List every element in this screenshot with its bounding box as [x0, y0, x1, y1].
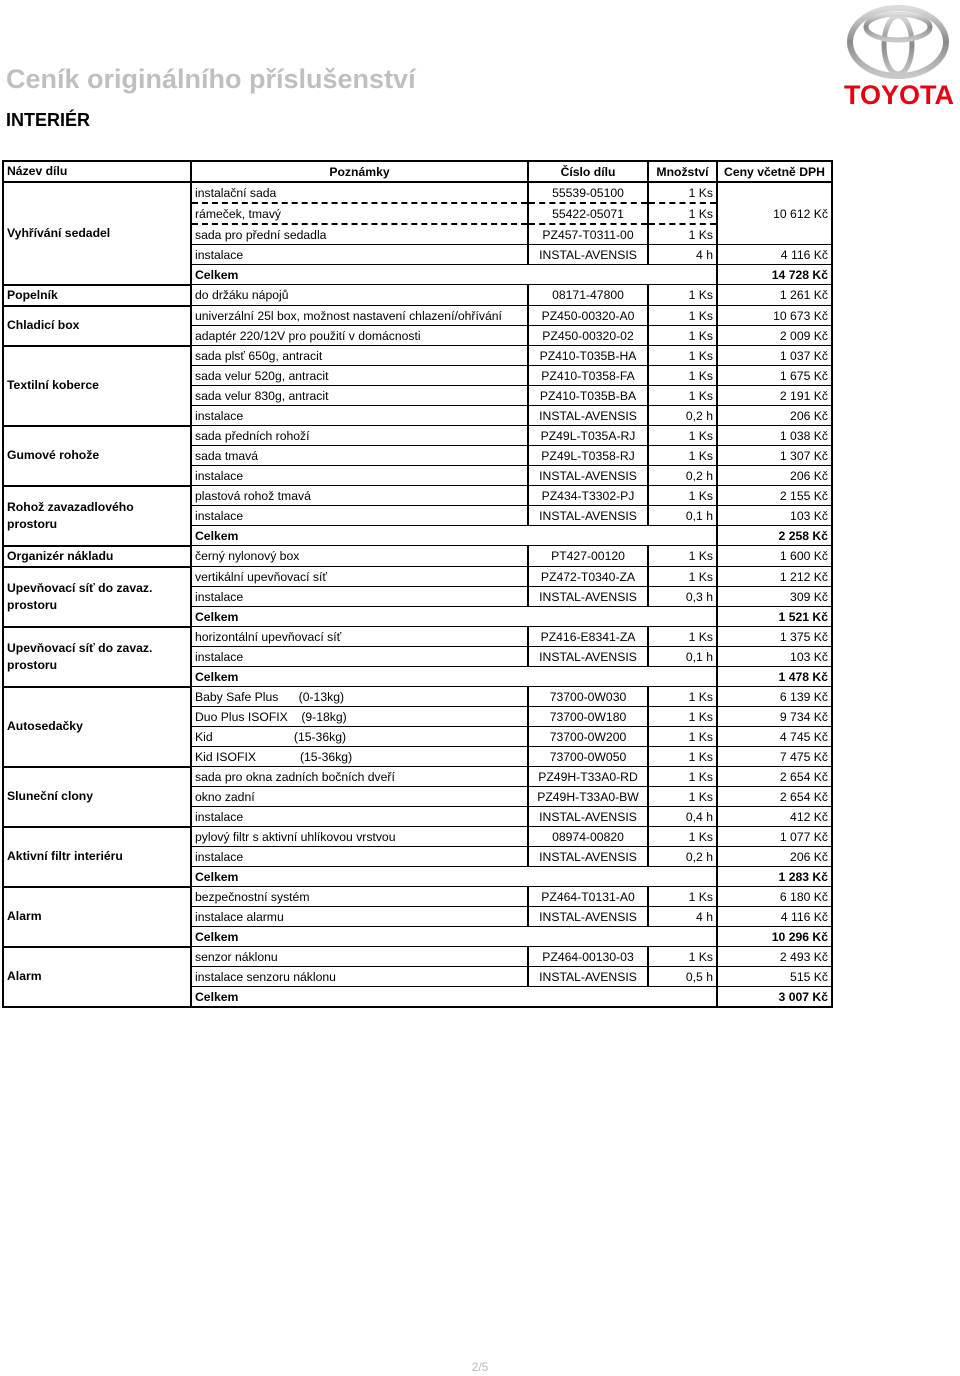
total-price: 1 283 Kč — [717, 867, 832, 887]
code-cell: INSTAL-AVENSIS — [528, 907, 648, 927]
price-cell: 10 612 Kč — [717, 182, 832, 245]
table-row — [3, 687, 832, 707]
qty-cell: 1 Ks — [648, 426, 717, 446]
code-cell: PZ410-T035B-BA — [528, 386, 648, 406]
price-cell: 103 Kč — [717, 506, 832, 526]
code-cell: INSTAL-AVENSIS — [528, 245, 648, 265]
price-table — [2, 160, 833, 1008]
table-row — [3, 947, 832, 967]
category-cell: Rohož zavazadlového prostoru — [3, 486, 191, 546]
qty-cell: 0,2 h — [648, 847, 717, 867]
note-cell: sada tmavá — [191, 446, 528, 466]
qty-cell: 4 h — [648, 907, 717, 927]
price-cell: 1 307 Kč — [717, 446, 832, 466]
note-cell: plastová rohož tmavá — [191, 486, 528, 506]
code-cell: PZ410-T035B-HA — [528, 346, 648, 366]
table-row — [3, 426, 832, 446]
code-cell: INSTAL-AVENSIS — [528, 807, 648, 827]
qty-cell: 1 Ks — [648, 747, 717, 767]
table-row — [3, 486, 832, 506]
category-cell: Alarm — [3, 947, 191, 1008]
price-cell: 1 212 Kč — [717, 567, 832, 587]
qty-cell: 4 h — [648, 245, 717, 265]
page-number: 2/5 — [471, 1360, 489, 1374]
price-cell: 103 Kč — [717, 647, 832, 667]
toyota-wordmark: TOYOTA — [843, 80, 955, 110]
note-cell: instalace — [191, 506, 528, 526]
code-cell: 73700-0W050 — [528, 747, 648, 767]
category-cell: Gumové rohože — [3, 426, 191, 486]
price-cell: 206 Kč — [717, 406, 832, 426]
qty-cell: 1 Ks — [648, 546, 717, 567]
qty-cell: 1 Ks — [648, 224, 717, 245]
qty-cell: 1 Ks — [648, 887, 717, 907]
total-price: 3 007 Kč — [717, 987, 832, 1008]
price-cell: 1 077 Kč — [717, 827, 832, 847]
code-cell: INSTAL-AVENSIS — [528, 847, 648, 867]
table-row — [3, 567, 832, 587]
price-cell: 2 654 Kč — [717, 767, 832, 787]
qty-cell: 1 Ks — [648, 203, 717, 224]
code-cell: PZ49L-T0358-RJ — [528, 446, 648, 466]
toyota-logo — [838, 4, 960, 110]
page-title: Ceník originálního příslušenství — [6, 64, 416, 94]
qty-cell: 0,5 h — [648, 967, 717, 987]
qty-cell: 1 Ks — [648, 366, 717, 386]
qty-cell: 1 Ks — [648, 707, 717, 727]
table-row — [3, 285, 832, 306]
note-cell: instalace — [191, 807, 528, 827]
total-price: 1 521 Kč — [717, 607, 832, 627]
note-cell: sada pro okna zadních bočních dveří — [191, 767, 528, 787]
price-cell: 2 009 Kč — [717, 326, 832, 346]
code-cell: 73700-0W200 — [528, 727, 648, 747]
code-cell: INSTAL-AVENSIS — [528, 506, 648, 526]
table-row — [3, 767, 832, 787]
table-row — [3, 346, 832, 366]
code-cell: INSTAL-AVENSIS — [528, 967, 648, 987]
code-cell: PZ472-T0340-ZA — [528, 567, 648, 587]
col-header-code: Číslo dílu — [528, 161, 648, 182]
note-cell: senzor náklonu — [191, 947, 528, 967]
total-price: 10 296 Kč — [717, 927, 832, 947]
note-cell: do držáku nápojů — [191, 285, 528, 306]
code-cell: 08171-47800 — [528, 285, 648, 306]
code-cell: PZ464-T0131-A0 — [528, 887, 648, 907]
price-cell: 206 Kč — [717, 847, 832, 867]
note-cell: rámeček, tmavý — [191, 203, 528, 224]
code-cell: 55539-05100 — [528, 182, 648, 203]
note-cell: sada předních rohoží — [191, 426, 528, 446]
price-cell: 1 675 Kč — [717, 366, 832, 386]
category-cell: Popelník — [3, 285, 191, 306]
qty-cell: 1 Ks — [648, 326, 717, 346]
category-cell: Upevňovací síť do zavaz. prostoru — [3, 627, 191, 687]
code-cell: PZ450-00320-A0 — [528, 306, 648, 326]
category-cell: Chladicí box — [3, 306, 191, 346]
code-cell: 73700-0W180 — [528, 707, 648, 727]
col-header-price: Ceny včetně DPH — [717, 161, 832, 182]
note-cell: bezpečnostní systém — [191, 887, 528, 907]
total-label: Celkem — [191, 987, 717, 1008]
note-cell: univerzální 25l box, možnost nastavení chlazení/ohřívání — [191, 306, 528, 326]
price-cell: 2 654 Kč — [717, 787, 832, 807]
code-cell: PZ49H-T33A0-RD — [528, 767, 648, 787]
note-cell: instalace — [191, 847, 528, 867]
price-cell: 1 038 Kč — [717, 426, 832, 446]
price-cell: 1 600 Kč — [717, 546, 832, 567]
code-cell: INSTAL-AVENSIS — [528, 647, 648, 667]
note-cell: instalace alarmu — [191, 907, 528, 927]
code-cell: PZ49H-T33A0-BW — [528, 787, 648, 807]
category-cell: Upevňovací síť do zavaz. prostoru — [3, 567, 191, 627]
note-cell: Kid ISOFIX (15-36kg) — [191, 747, 528, 767]
qty-cell: 1 Ks — [648, 346, 717, 366]
note-cell: instalace — [191, 647, 528, 667]
price-cell: 4 745 Kč — [717, 727, 832, 747]
total-label: Celkem — [191, 667, 717, 687]
note-cell: černý nylonový box — [191, 546, 528, 567]
note-cell: instalace — [191, 587, 528, 607]
qty-cell: 1 Ks — [648, 727, 717, 747]
price-cell: 412 Kč — [717, 807, 832, 827]
table-row — [3, 182, 832, 203]
section-heading: INTERIÉR — [6, 110, 91, 130]
code-cell: 73700-0W030 — [528, 687, 648, 707]
qty-cell: 1 Ks — [648, 567, 717, 587]
total-price: 14 728 Kč — [717, 265, 832, 285]
code-cell: 55422-05071 — [528, 203, 648, 224]
note-cell: instalační sada — [191, 182, 528, 203]
table-row — [3, 306, 832, 326]
note-cell: Kid (15-36kg) — [191, 727, 528, 747]
qty-cell: 0,1 h — [648, 647, 717, 667]
note-cell: sada velur 520g, antracit — [191, 366, 528, 386]
table-row — [3, 827, 832, 847]
note-cell: instalace senzoru náklonu — [191, 967, 528, 987]
table-row — [3, 887, 832, 907]
price-cell: 4 116 Kč — [717, 907, 832, 927]
price-cell: 6 180 Kč — [717, 887, 832, 907]
price-cell: 1 037 Kč — [717, 346, 832, 366]
total-label: Celkem — [191, 927, 717, 947]
price-cell: 9 734 Kč — [717, 707, 832, 727]
code-cell: INSTAL-AVENSIS — [528, 466, 648, 486]
code-cell: 08974-00820 — [528, 827, 648, 847]
total-label: Celkem — [191, 526, 717, 546]
qty-cell: 1 Ks — [648, 285, 717, 306]
total-label: Celkem — [191, 607, 717, 627]
note-cell: instalace — [191, 466, 528, 486]
category-cell: Vyhřívání sedadel — [3, 182, 191, 285]
qty-cell: 1 Ks — [648, 687, 717, 707]
code-cell: INSTAL-AVENSIS — [528, 406, 648, 426]
col-header-notes: Poznámky — [191, 161, 528, 182]
category-cell: Alarm — [3, 887, 191, 947]
note-cell: instalace — [191, 245, 528, 265]
table-row — [3, 546, 832, 567]
category-cell: Autosedačky — [3, 687, 191, 767]
note-cell: vertikální upevňovací síť — [191, 567, 528, 587]
qty-cell: 1 Ks — [648, 182, 717, 203]
price-cell: 206 Kč — [717, 466, 832, 486]
qty-cell: 1 Ks — [648, 787, 717, 807]
total-label: Celkem — [191, 265, 717, 285]
qty-cell: 1 Ks — [648, 306, 717, 326]
code-cell: PZ49L-T035A-RJ — [528, 426, 648, 446]
price-cell: 2 155 Kč — [717, 486, 832, 506]
price-cell: 2 493 Kč — [717, 947, 832, 967]
total-price: 1 478 Kč — [717, 667, 832, 687]
price-cell: 7 475 Kč — [717, 747, 832, 767]
price-cell: 2 191 Kč — [717, 386, 832, 406]
qty-cell: 1 Ks — [648, 627, 717, 647]
code-cell: PT427-00120 — [528, 546, 648, 567]
qty-cell: 1 Ks — [648, 827, 717, 847]
price-cell: 6 139 Kč — [717, 687, 832, 707]
code-cell: INSTAL-AVENSIS — [528, 587, 648, 607]
price-cell: 1 375 Kč — [717, 627, 832, 647]
table-row — [3, 627, 832, 647]
code-cell: PZ410-T0358-FA — [528, 366, 648, 386]
note-cell: Duo Plus ISOFIX (9-18kg) — [191, 707, 528, 727]
code-cell: PZ434-T3302-PJ — [528, 486, 648, 506]
note-cell: instalace — [191, 406, 528, 426]
price-cell: 309 Kč — [717, 587, 832, 607]
category-cell: Organizér nákladu — [3, 546, 191, 567]
category-cell: Aktivní filtr interiéru — [3, 827, 191, 887]
category-cell: Sluneční clony — [3, 767, 191, 827]
code-cell: PZ464-00130-03 — [528, 947, 648, 967]
price-cell: 4 116 Kč — [717, 245, 832, 265]
code-cell: PZ450-00320-02 — [528, 326, 648, 346]
note-cell: horizontální upevňovací síť — [191, 627, 528, 647]
price-cell: 10 673 Kč — [717, 306, 832, 326]
note-cell: sada pro přední sedadla — [191, 224, 528, 245]
qty-cell: 1 Ks — [648, 386, 717, 406]
table-header-row — [3, 161, 832, 182]
qty-cell: 0,2 h — [648, 466, 717, 486]
qty-cell: 1 Ks — [648, 486, 717, 506]
note-cell: pylový filtr s aktivní uhlíkovou vrstvou — [191, 827, 528, 847]
qty-cell: 0,3 h — [648, 587, 717, 607]
qty-cell: 0,2 h — [648, 406, 717, 426]
col-header-name: Název dílu — [3, 161, 191, 182]
category-cell: Textilní koberce — [3, 346, 191, 426]
total-label: Celkem — [191, 867, 717, 887]
qty-cell: 0,4 h — [648, 807, 717, 827]
code-cell: PZ416-E8341-ZA — [528, 627, 648, 647]
code-cell: PZ457-T0311-00 — [528, 224, 648, 245]
note-cell: sada velur 830g, antracit — [191, 386, 528, 406]
total-price: 2 258 Kč — [717, 526, 832, 546]
note-cell: Baby Safe Plus (0-13kg) — [191, 687, 528, 707]
qty-cell: 0,1 h — [648, 506, 717, 526]
price-cell: 1 261 Kč — [717, 285, 832, 306]
qty-cell: 1 Ks — [648, 947, 717, 967]
price-cell: 515 Kč — [717, 967, 832, 987]
qty-cell: 1 Ks — [648, 446, 717, 466]
col-header-qty: Množství — [648, 161, 717, 182]
note-cell: okno zadní — [191, 787, 528, 807]
note-cell: sada plsť 650g, antracit — [191, 346, 528, 366]
note-cell: adaptér 220/12V pro použití v domácnosti — [191, 326, 528, 346]
qty-cell: 1 Ks — [648, 767, 717, 787]
